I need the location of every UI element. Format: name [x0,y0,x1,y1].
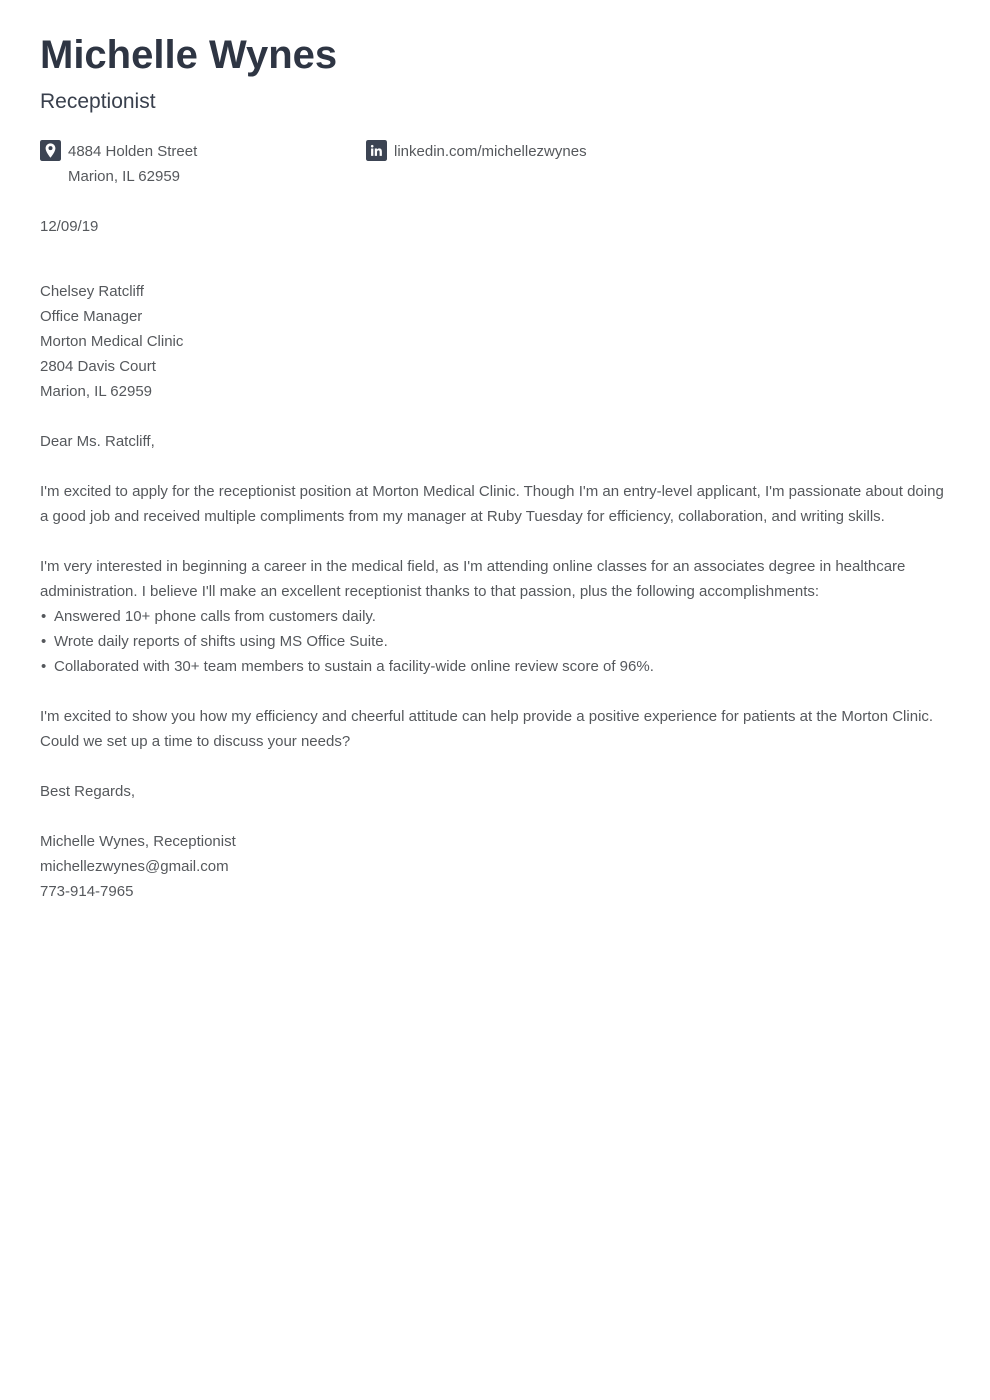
linkedin-icon [366,140,387,161]
signature-block [40,829,950,904]
signature-name: Michelle Wynes, Receptionist [40,833,236,850]
recipient-block [40,279,950,404]
accomplishment-item: • Collaborated with 30+ team members to sustain a facility-wide online review score of 96%. [40,654,950,679]
job-title: Receptionist [40,90,156,113]
location-pin-icon [40,140,61,161]
letter-header [40,31,950,189]
address-line-2: Marion, IL 62959 [68,168,181,185]
address-line-1: 4884 Holden Street [68,143,198,160]
contact-linkedin [366,139,587,189]
accomplishments-list [40,604,950,679]
recipient-title: Office Manager [40,308,143,325]
contact-address [40,139,366,189]
recipient-company: Morton Medical Clinic [40,333,184,350]
recipient-name: Chelsey Ratcliff [40,283,144,300]
letter-body [40,214,950,904]
signature-email[interactable]: michellezwynes@gmail.com [40,858,229,875]
signature-phone: 773-914-7965 [40,883,134,900]
paragraph-interest: I'm very interested in beginning a career in the medical field, as I'm attending online classes for an associates degree in healthcare administration. I believe I'll make an excellent receptionist thanks to that passion, plus the following accomplishments: [40,558,906,600]
accomplishment-item: • Wrote daily reports of shifts using MS Office Suite. [40,629,950,654]
contact-row [40,139,950,189]
closing-phrase: Best Regards, [40,783,136,800]
paragraph-call-to-action: I'm excited to show you how my efficiency and cheerful attitude can help provide a positive experience for patients at the Morton Clinic. Could we set up a time to discuss your needs? [40,708,934,750]
accomplishment-item: • Answered 10+ phone calls from customers daily. [40,604,950,629]
salutation: Dear Ms. Ratcliff, [40,433,155,450]
address-text [68,139,197,189]
recipient-street: 2804 Davis Court [40,358,156,375]
linkedin-url[interactable]: linkedin.com/michellezwynes [394,143,587,160]
recipient-city: Marion, IL 62959 [40,383,153,400]
paragraph-intro: I'm excited to apply for the receptionist position at Morton Medical Clinic. Though I'm an entry-level applicant, I'm passionate about doing a good job and received multiple compliments from my manager at Ruby Tuesday for efficiency, collaboration, and writing skills. [40,483,944,525]
person-name: Michelle Wynes [40,33,338,77]
letter-date: 12/09/19 [40,218,99,235]
